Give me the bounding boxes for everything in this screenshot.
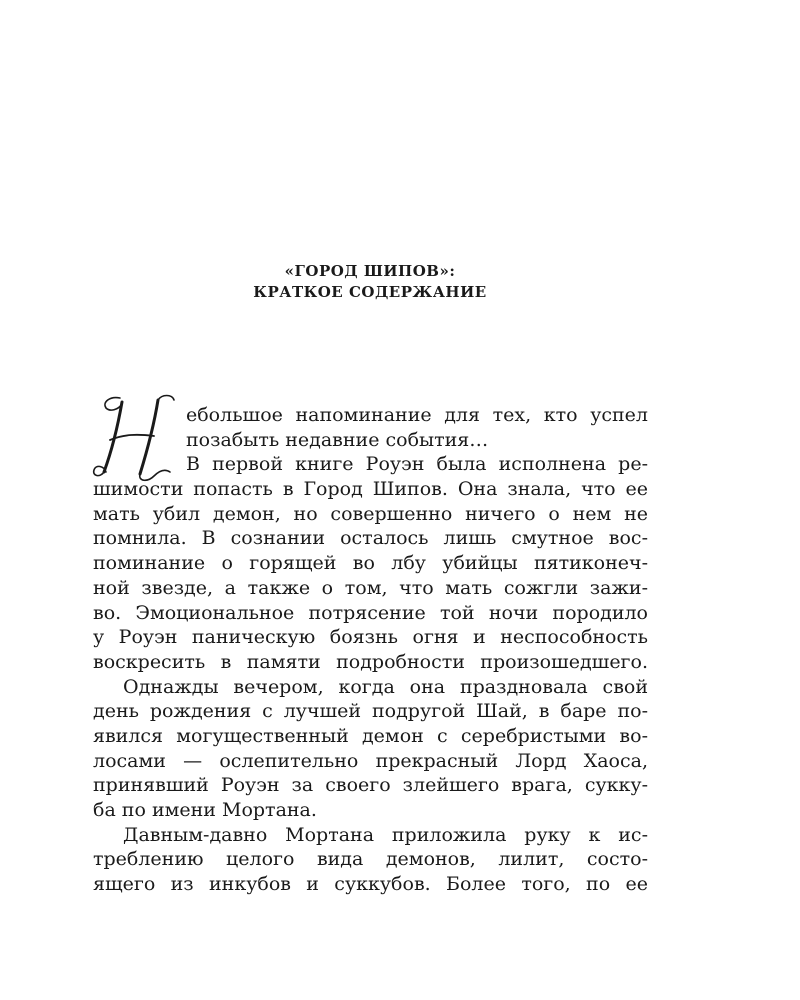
text-line: мать убил демон, но совершенно ничего о нем не (93, 502, 648, 525)
body-text (93, 403, 648, 897)
text-line: у Роуэн паническую боязнь огня и неспособность (93, 626, 648, 649)
text-line: принявший Роуэн за своего злейшего врага, сукку- (93, 774, 648, 797)
text-line: во. Эмоциональное потрясение той ночи породило (93, 601, 648, 624)
text-line: ящего из инкубов и суккубов. Более того, по ее (93, 873, 648, 896)
text-line: ной звезде, а также о том, что мать сожгли зажи- (93, 576, 648, 599)
text-line: Однажды вечером, когда она праздновала свой (123, 675, 648, 698)
text-line: треблению целого вида демонов, лилит, состо- (93, 848, 648, 871)
text-line: позабыть недавние события… (186, 428, 489, 451)
text-line: лосами — ослепительно прекрасный Лорд Хаоса, (93, 749, 648, 772)
chapter-title-line-1: «ГОРОД ШИПОВ»: (284, 262, 456, 280)
text-line: В первой книге Роуэн была исполнена ре- (186, 453, 648, 476)
text-line: поминание о горящей во лбу убийцы пятиконеч- (93, 552, 648, 575)
text-line: шимости попасть в Город Шипов. Она знала, что ее (93, 478, 648, 501)
text-line: Давным-давно Мортана приложила руку к ис- (123, 823, 648, 846)
text-line: ебольшое напоминание для тех, кто успел (186, 404, 648, 426)
chapter-title-line-2: КРАТКОЕ СОДЕРЖАНИЕ (253, 283, 487, 301)
text-line: воскресить в памяти подробности произошедшего. (93, 650, 648, 673)
text-line: ба по имени Мортана. (93, 799, 317, 821)
text-line: явился могущественный демон с серебристыми во- (93, 724, 648, 747)
text-line: день рождения с лучшей подругой Шай, в баре по- (93, 700, 648, 723)
text-line: помнила. В сознании осталось лишь смутное вос- (93, 527, 648, 550)
